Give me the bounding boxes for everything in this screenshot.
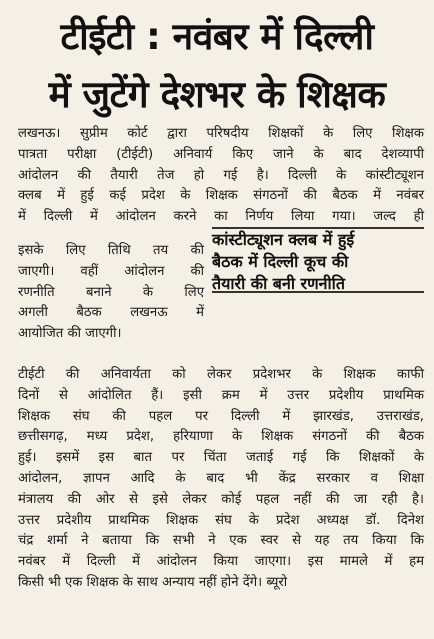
- body-line: उत्तर प्रदेशीय प्राथमिक शिक्षक संघ के प्रदेश अध्यक्ष डॉ. दिनेश: [18, 512, 424, 528]
- pull-quote-box: [212, 227, 424, 293]
- intro-line: में दिल्ली में आंदोलन करने का निर्णय लिया गया। जल्द ही: [18, 209, 424, 225]
- body-line: छत्तीसगढ़, मध्य प्रदेश, हरियाणा के शिक्षक संगठनों की बैठक: [18, 429, 424, 445]
- headline: [0, 8, 434, 124]
- left-column-line: रणनीति बनाने के लिए: [18, 284, 204, 300]
- intro-line: पात्रता परीक्षा (टीईटी) अनिवार्य किए जाने के बाद देशव्यापी: [18, 146, 424, 162]
- body-line: दिनों से आंदोलित हैं। इसी क्रम में उत्तर प्रदेशीय प्राथमिक: [18, 387, 424, 403]
- body-line: किसी भी एक शिक्षक के साथ अन्याय नहीं होने देंगे। ब्यूरो: [18, 574, 288, 590]
- left-column-line: आयोजित की जाएगी।: [18, 326, 122, 342]
- pull-quote-line: कांस्टीट्यूशन क्लब में हुई: [212, 230, 355, 249]
- body-line: चंद्र शर्मा ने बताया कि सभी ने एक स्वर से यह तय किया कि: [18, 533, 424, 549]
- intro-line: आंदोलन की तैयारी तेज हो गई है। दिल्ली के कांस्टीट्यूशन: [18, 167, 424, 183]
- body-line: मंत्रालय की ओर से इसे लेकर कोई पहल नहीं की जा रही है।: [18, 491, 424, 507]
- body-line: शिक्षक संघ की पहल पर दिल्ली में झारखंड, उत्तराखंड,: [18, 408, 424, 424]
- body-line: हुई। इसमें इस बात पर चिंता जताई गई कि शिक्षकों के: [18, 450, 424, 466]
- intro-paragraph: [18, 124, 424, 228]
- headline-line-1: टीईटी : नवंबर में दिल्ली: [60, 15, 374, 58]
- body-line: नवंबर में दिल्ली में आंदोलन किया जाएगा। इस मामले में हम: [18, 554, 424, 570]
- left-column-text: [18, 241, 204, 345]
- pull-quote-line: बैठक में दिल्ली कूच की: [212, 252, 349, 271]
- body-line: टीईटी की अनिवार्यता को लेकर प्रदेशभर के शिक्षक काफी: [18, 367, 424, 382]
- main-paragraph: [18, 365, 424, 594]
- headline-line-2: में जुटेंगे देशभर के शिक्षक: [48, 73, 386, 116]
- intro-line: क्लब में हुई कई प्रदेश के शिक्षक संगठनों की बैठक में नवंबर: [18, 188, 424, 204]
- left-column-line: जाएगी। वहीं आंदोलन की: [18, 263, 204, 279]
- left-column-line: इसके लिए तिथि तय की: [18, 243, 204, 258]
- pull-quote-line: तैयारी की बनी रणनीति: [212, 274, 345, 293]
- intro-line: लखनऊ। सुप्रीम कोर्ट द्वारा परिषदीय शिक्षकों के लिए शिक्षक: [18, 126, 424, 141]
- left-column-line: अगली बैठक लखनऊ में: [18, 305, 204, 321]
- body-line: आंदोलन, ज्ञापन आदि के बाद भी केंद्र सरकार व शिक्षा: [18, 470, 424, 486]
